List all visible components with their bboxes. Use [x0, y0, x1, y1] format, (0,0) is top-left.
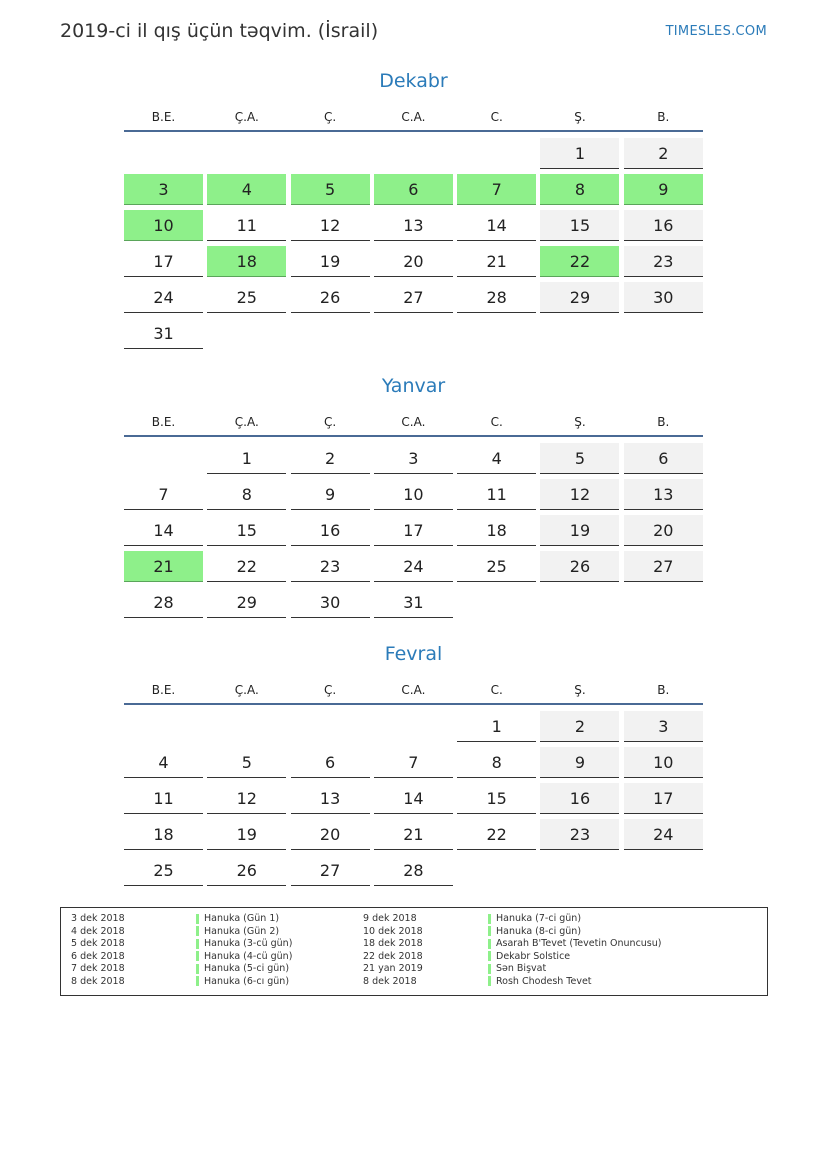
weekday-header: [124, 110, 703, 132]
day-cell: 29: [540, 282, 619, 313]
day-cell: 19: [540, 515, 619, 546]
holiday-day-cell: 4: [207, 174, 286, 205]
weekday-header: [124, 415, 703, 437]
day-cell: 26: [207, 855, 286, 886]
holiday-marker-icon: [196, 926, 199, 936]
day-cell: 14: [374, 783, 453, 814]
day-cell: 9: [291, 479, 370, 510]
holiday-marker-icon: [488, 939, 491, 949]
weekday-label: C.: [490, 683, 503, 697]
holiday-legend: [60, 907, 768, 996]
empty-cell: [124, 138, 203, 169]
legend-item: [71, 913, 292, 926]
weekday-label: Ş.: [574, 415, 586, 429]
weekday-label: Ç.: [323, 415, 337, 429]
day-cell: 19: [207, 819, 286, 850]
day-cell: 2: [624, 138, 703, 169]
day-cell: 11: [207, 210, 286, 241]
legend-date: 8 dek 2018: [363, 975, 417, 987]
legend-item: [363, 913, 662, 926]
empty-cell: [457, 138, 536, 169]
holiday-day-cell: 22: [540, 246, 619, 277]
day-cell: 6: [291, 747, 370, 778]
weekday-label: Ş.: [574, 683, 586, 697]
day-cell: 21: [374, 819, 453, 850]
month-title: Dekabr: [379, 70, 448, 92]
legend-date: 22 dek 2018: [363, 950, 423, 962]
legend-holiday-name: Hanuka (4-cü gün): [204, 950, 293, 962]
day-cell: 23: [624, 246, 703, 277]
weekday-label: B.: [657, 683, 670, 697]
day-cell: 24: [624, 819, 703, 850]
day-cell: 8: [207, 479, 286, 510]
day-cell: 5: [207, 747, 286, 778]
day-cell: 1: [540, 138, 619, 169]
legend-holiday-name: Hanuka (5-ci gün): [204, 963, 290, 975]
holiday-day-cell: 9: [624, 174, 703, 205]
page-title: 2019-ci il qış üçün təqvim. (İsrail): [60, 20, 379, 42]
holiday-day-cell: 3: [124, 174, 203, 205]
legend-holiday-name: Hanuka (3-cü gün): [204, 938, 293, 950]
legend-date: 5 dek 2018: [71, 938, 125, 950]
day-cell: 4: [457, 443, 536, 474]
legend-holiday-name: Hanuka (8-ci gün): [496, 925, 582, 937]
weekday-label: Ş.: [574, 110, 586, 124]
legend-date: 9 dek 2018: [363, 913, 417, 924]
day-cell: 2: [291, 443, 370, 474]
legend-date: 6 dek 2018: [71, 950, 125, 962]
day-cell: 28: [124, 587, 203, 618]
day-cell: 30: [291, 587, 370, 618]
day-cell: 26: [291, 282, 370, 313]
empty-cell: [207, 138, 286, 169]
day-cell: 3: [374, 443, 453, 474]
legend-date: 21 yan 2019: [363, 963, 423, 975]
day-cell: 25: [124, 855, 203, 886]
day-cell: 13: [291, 783, 370, 814]
day-cell: 7: [374, 747, 453, 778]
day-cell: 23: [540, 819, 619, 850]
holiday-marker-icon: [196, 976, 199, 986]
day-cell: 8: [457, 747, 536, 778]
legend-holiday-name: Rosh Chodesh Tevet: [496, 975, 592, 987]
day-cell: 20: [374, 246, 453, 277]
day-cell: 28: [457, 282, 536, 313]
weekday-label: Ç.: [323, 683, 337, 697]
month-title: Yanvar: [381, 375, 446, 397]
legend-holiday-name: Hanuka (Gün 1): [204, 913, 280, 924]
legend-item: [363, 926, 662, 939]
weekday-label: Ç.: [323, 110, 337, 124]
legend-date: 18 dek 2018: [363, 938, 423, 950]
day-cell: 20: [624, 515, 703, 546]
holiday-day-cell: 18: [207, 246, 286, 277]
day-cell: 5: [540, 443, 619, 474]
day-cell: 20: [291, 819, 370, 850]
month-february: [124, 643, 703, 891]
day-cell: 11: [124, 783, 203, 814]
weekday-label: B.E.: [151, 683, 176, 697]
weekday-label: Ç.A.: [234, 683, 259, 697]
legend-holiday-name: Sən Bişvat: [496, 963, 547, 975]
day-cell: 14: [124, 515, 203, 546]
day-cell: 27: [291, 855, 370, 886]
legend-date: 7 dek 2018: [71, 963, 125, 975]
day-cell: 17: [624, 783, 703, 814]
day-cell: 13: [624, 479, 703, 510]
day-cell: 24: [124, 282, 203, 313]
legend-item: [363, 951, 662, 964]
weekday-label: C.: [490, 415, 503, 429]
holiday-marker-icon: [488, 964, 491, 974]
day-cell: 17: [374, 515, 453, 546]
holiday-day-cell: 6: [374, 174, 453, 205]
legend-item: [71, 951, 292, 964]
holiday-day-cell: 7: [457, 174, 536, 205]
day-cell: 6: [624, 443, 703, 474]
day-cell: 15: [540, 210, 619, 241]
day-cell: 2: [540, 711, 619, 742]
day-cell: 11: [457, 479, 536, 510]
day-cell: 3: [624, 711, 703, 742]
day-cell: 1: [207, 443, 286, 474]
empty-cell: [374, 711, 453, 742]
day-cell: 21: [457, 246, 536, 277]
month-title: Fevral: [384, 643, 443, 665]
holiday-marker-icon: [488, 976, 491, 986]
day-cell: 9: [540, 747, 619, 778]
day-cell: 26: [540, 551, 619, 582]
holiday-marker-icon: [488, 951, 491, 961]
legend-item: [71, 938, 292, 951]
weekday-label: C.A.: [401, 415, 426, 429]
holiday-day-cell: 8: [540, 174, 619, 205]
holiday-marker-icon: [488, 926, 491, 936]
legend-item: [71, 963, 292, 976]
holiday-marker-icon: [196, 914, 199, 924]
day-cell: 10: [624, 747, 703, 778]
day-cell: 27: [374, 282, 453, 313]
legend-holiday-name: Hanuka (Gün 2): [204, 925, 280, 937]
day-cell: 31: [374, 587, 453, 618]
weekday-label: B.E.: [151, 110, 176, 124]
empty-cell: [124, 443, 203, 474]
legend-date: 8 dek 2018: [71, 975, 125, 987]
weekday-label: B.: [657, 110, 670, 124]
day-cell: 28: [374, 855, 453, 886]
weekday-label: Ç.A.: [234, 110, 259, 124]
day-cell: 27: [624, 551, 703, 582]
day-cell: 16: [291, 515, 370, 546]
holiday-day-cell: 10: [124, 210, 203, 241]
legend-date: 4 dek 2018: [71, 925, 125, 937]
legend-item: [71, 926, 292, 939]
day-cell: 15: [207, 515, 286, 546]
holiday-marker-icon: [488, 914, 491, 924]
empty-cell: [291, 711, 370, 742]
weekday-label: C.: [490, 110, 503, 124]
empty-cell: [374, 138, 453, 169]
holiday-day-cell: 21: [124, 551, 203, 582]
day-cell: 13: [374, 210, 453, 241]
day-cell: 17: [124, 246, 203, 277]
legend-date: 3 dek 2018: [71, 913, 125, 924]
day-grid: [124, 138, 703, 354]
legend-column-right: [363, 913, 662, 989]
day-cell: 18: [124, 819, 203, 850]
day-cell: 10: [374, 479, 453, 510]
empty-cell: [291, 138, 370, 169]
legend-holiday-name: Asarah B'Tevet (Tevetin Onuncusu): [496, 938, 662, 950]
month-december: [124, 70, 703, 354]
empty-cell: [207, 711, 286, 742]
brand-link[interactable]: TIMESLES.COM: [665, 24, 767, 39]
day-cell: 12: [540, 479, 619, 510]
legend-holiday-name: Hanuka (6-cı gün): [204, 975, 290, 987]
day-cell: 25: [207, 282, 286, 313]
day-cell: 22: [457, 819, 536, 850]
day-cell: 4: [124, 747, 203, 778]
legend-item: [71, 976, 292, 989]
day-grid: [124, 711, 703, 891]
holiday-day-cell: 5: [291, 174, 370, 205]
day-cell: 15: [457, 783, 536, 814]
legend-date: 10 dek 2018: [363, 925, 423, 937]
legend-item: [363, 976, 662, 989]
weekday-label: B.E.: [151, 415, 176, 429]
day-cell: 16: [624, 210, 703, 241]
weekday-label: B.: [657, 415, 670, 429]
day-cell: 19: [291, 246, 370, 277]
day-cell: 22: [207, 551, 286, 582]
day-cell: 23: [291, 551, 370, 582]
day-cell: 1: [457, 711, 536, 742]
legend-column-left: [71, 913, 292, 989]
legend-item: [363, 938, 662, 951]
weekday-label: C.A.: [401, 110, 426, 124]
weekday-header: [124, 683, 703, 705]
day-cell: 31: [124, 318, 203, 349]
day-cell: 29: [207, 587, 286, 618]
day-grid: [124, 443, 703, 623]
empty-cell: [124, 711, 203, 742]
day-cell: 30: [624, 282, 703, 313]
day-cell: 14: [457, 210, 536, 241]
month-january: [124, 375, 703, 623]
holiday-marker-icon: [196, 951, 199, 961]
legend-holiday-name: Dekabr Solstice: [496, 950, 571, 962]
day-cell: 24: [374, 551, 453, 582]
day-cell: 18: [457, 515, 536, 546]
holiday-marker-icon: [196, 939, 199, 949]
legend-item: [363, 963, 662, 976]
weekday-label: Ç.A.: [234, 415, 259, 429]
holiday-marker-icon: [196, 964, 199, 974]
day-cell: 25: [457, 551, 536, 582]
legend-holiday-name: Hanuka (7-ci gün): [496, 913, 582, 924]
day-cell: 7: [124, 479, 203, 510]
day-cell: 12: [207, 783, 286, 814]
weekday-label: C.A.: [401, 683, 426, 697]
day-cell: 16: [540, 783, 619, 814]
day-cell: 12: [291, 210, 370, 241]
